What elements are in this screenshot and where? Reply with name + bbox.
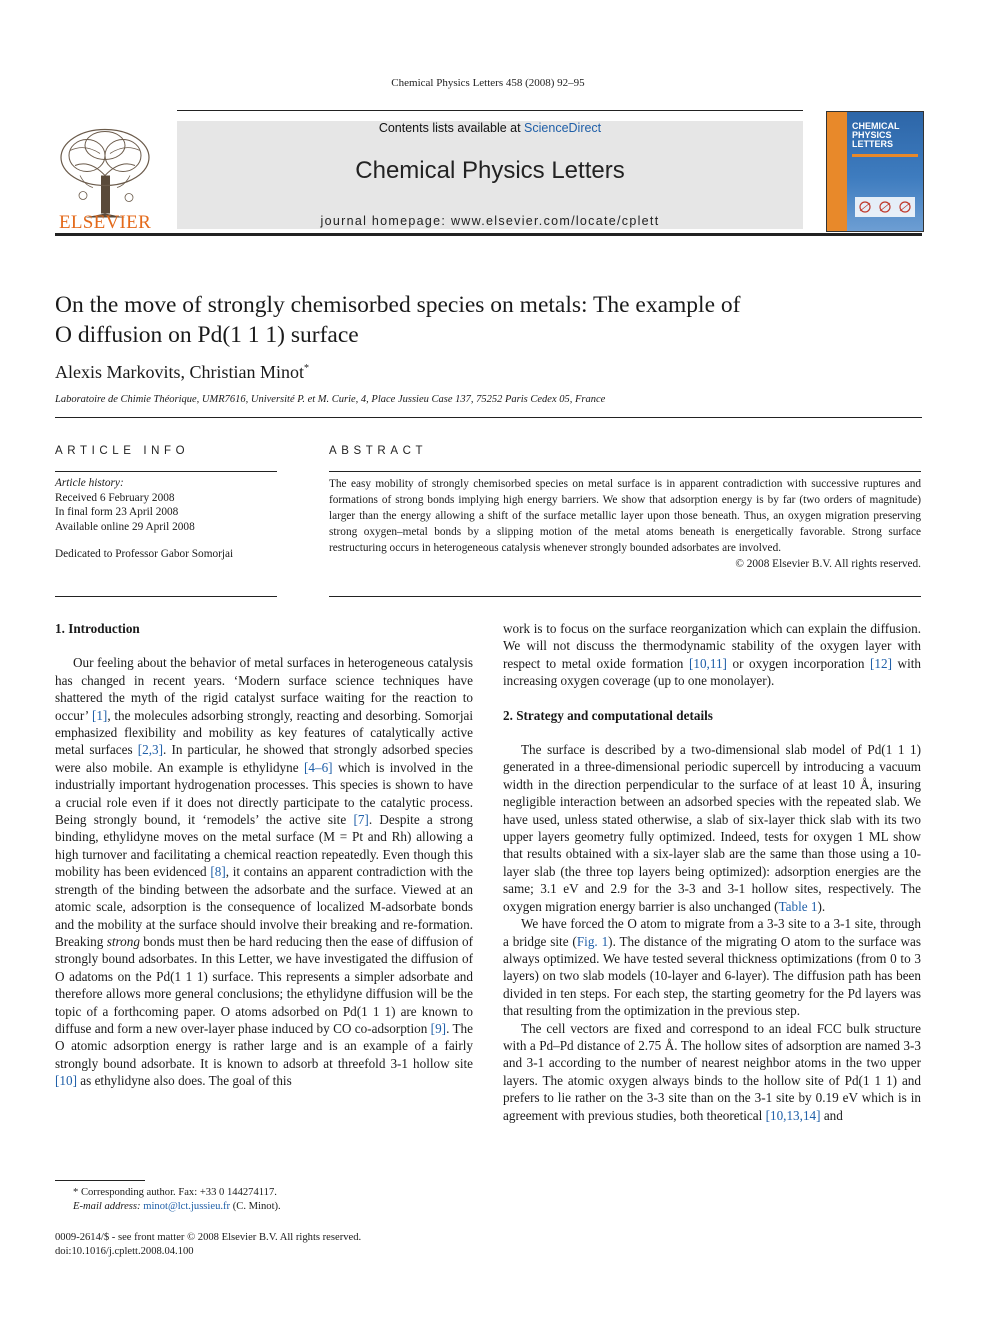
journal-name: Chemical Physics Letters (355, 157, 625, 184)
dedication: Dedicated to Professor Gabor Somorjai (55, 548, 234, 561)
strategy-paragraph-3: The cell vectors are fixed and correspond to an ideal FCC bulk structure with a Pd–Pd distance of 2.75 Å. The hollow sites of adsorption are named 3-3 and 3-1 according to the number of nearest neighbor atoms in the two upper layers. The atomic oxygen always binds to the hollow site of Pd(1 1 1) and prefers to lie rather on the 3-3 site than on the 3-1 site by 0.19 eV which is in agreement with previous studies, both theoretical [10,13,14] and (503, 1020, 921, 1123)
citation-link[interactable]: [8] (210, 864, 226, 880)
body-column-right (503, 620, 921, 1124)
footnote (55, 1186, 473, 1214)
abstract-rule (329, 471, 921, 472)
body-column-left (55, 620, 473, 1090)
citation-link[interactable]: [7] (353, 812, 369, 828)
journal-cover-image (826, 111, 924, 232)
article-title: On the move of strongly chemisorbed species on metals: The example of O diffusion on Pd(1 1 1) surface (55, 292, 741, 348)
article-info-label: ARTICLE INFO (55, 445, 190, 457)
email-link[interactable]: minot@lct.jussieu.fr (143, 1201, 231, 1212)
intro-paragraph-continued: work is to focus on the surface reorganization which can explain the diffusion. We will not discuss the thermodynamic stability of the oxygen layer with respect to metal oxide formation [10,11] or oxygen incorporation [12] with increasing oxygen coverage (up to one monolayer). (503, 621, 921, 689)
abstract-rule-bottom (329, 596, 921, 597)
citation-link[interactable]: [1] (91, 707, 108, 723)
cover-title: CHEMICAL PHYSICS LETTERS (852, 121, 900, 149)
footnote-rule (55, 1180, 145, 1181)
cover-stripe (827, 112, 847, 231)
elsevier-wordmark: ELSEVIER (58, 212, 152, 233)
authors: Alexis Markovits, Christian Minot* (55, 362, 309, 382)
citation-link[interactable]: [10,13,14] (765, 1107, 821, 1123)
citation-link[interactable]: [4–6] (303, 759, 333, 775)
cover-band (852, 154, 918, 157)
corresponding-author-note: * Corresponding author. Fax: +33 0 144274117. (73, 1187, 277, 1198)
abstract (329, 476, 921, 572)
table-link[interactable]: Table 1 (778, 898, 818, 914)
journal-banner (177, 121, 803, 229)
issn-line: 0009-2614/$ - see front matter © 2008 Elsevier B.V. All rights reserved. (55, 1232, 362, 1243)
strategy-paragraph-1: The surface is described by a two-dimensional slab model of Pd(1 1 1) generated in a three-dimensional periodic supercell by introducing a vacuum width in the direction perpendicular to the surface of at least 10 Å, insuring negligible interaction between an adsorbed species with the repeated slab. We have used, unless stated otherwise, a slab of six-layer thick slab with its two upper layers geometry fully optimized. Indeed, tests for oxygen 1 ML show that results obtained with a six-layer slab are the same than those using a 10-layer slab (the three top layers being optimized): adsorption energies are the same; 3.1 eV and 2.9 for the 3-3 and 3-1 hollow sites, respectively. The oxygen migration energy barrier is also unchanged (Table 1). (503, 742, 921, 914)
abstract-label: ABSTRACT (329, 445, 428, 457)
citation-link[interactable]: [2,3] (137, 742, 164, 758)
journal-homepage[interactable]: journal homepage: www.elsevier.com/locate/cplett (320, 214, 660, 228)
section-heading-introduction: 1. Introduction (55, 621, 140, 636)
contents-available: Contents lists available at ScienceDirect (378, 121, 602, 135)
abstract-text: The easy mobility of strongly chemisorbed species on metal surface is in apparent contradiction with successive ruptures and formations of strong bonds implying high energy barriers. We show that adsorption energy is by far (two orders of magnitude) larger than the energy allowing a shift of the surface metallic layer upon those beneath. Thus, an oxygen migration preserving strong oxygen–metal bonds by a slipping motion of the metal atoms beneath is energetically favorable. Strong surface restructuring occurs in heterogeneous catalysis whenever strongly bounded adsorbates are involved. (329, 478, 921, 554)
citation-link[interactable]: [12] (870, 655, 892, 671)
header-rule-top (177, 110, 803, 111)
citation-link[interactable]: [10,11] (688, 655, 727, 671)
header-rule-thick (55, 233, 922, 236)
doi-line[interactable]: doi:10.1016/j.cplett.2008.04.100 (55, 1246, 194, 1257)
article-info: Article history: Received 6 February 2008 In final form 23 April 2008 Available online 29 April 2008 Dedicated to Professor Gabor Somorjai (55, 476, 277, 562)
section-heading-strategy: 2. Strategy and computational details (503, 707, 713, 723)
intro-paragraph: Our feeling about the behavior of metal surfaces in heterogeneous catalysis has changed in recent years. ‘Modern surface science techniques have shattered the myth of the rigid catalyst surface waiting for the reaction to occur’ [1], the molecules adsorbing strongly, reacting and desorbing. Somorjai emphasized flexibility and mobility as key features of catalytically active metal surfaces [2,3]. In particular, he showed that strongly adsorbed species were also mobile. An example is ethylidyne [4–6] which is involved in the industrially important hydrogenation processes. This species is shown to have a crucial role even if it does not directly participate to the catalytic process. Being strongly bound, it ‘remodels’ the active site [7]. Despite a strong binding, ethylidyne moves on the metal surface (M = Pt and Rh) allowing a high turnover and facilitating a chemical reaction repeatedly. Even though this mobility has been evidenced [8], it contains an apparent contradiction with the strength of the binding between the adsorbate and the surface. Viewed at an atomic scale, adsorption is the consequence of localized M-adsorbate bonds and the mobility at the surface should involve their breaking and re-formation. Breaking strong bonds must then be hard reducing then the ease of diffusion of strongly bound adsorbates. In this Letter, we have investigated the diffusion of O adatoms on the Pd(1 1 1) surface. This represents a simpler adsorbate and therefore allows more general conclusions; the ethylidyne diffusion will be the topic of a forthcoming paper. O atoms adsorbed on Pd(1 1 1) are known to diffuse and form a new over-layer phase induced by CO co-adsorption [9]. The O atomic adsorption energy is rather large and is an example of a fairly strongly bound adsorbate. It is known to adsorb at threefold 3-1 hollow site [10] as ethylidyne also does. The goal of this (55, 655, 474, 1089)
affiliation: Laboratoire de Chimie Théorique, UMR7616, Université P. et M. Curie, 4, Place Jussieu Case 137, 75252 Paris Cedex 05, France (55, 394, 606, 405)
abstract-copyright: © 2008 Elsevier B.V. All rights reserved. (735, 558, 921, 570)
corresponding-mark[interactable]: * (304, 363, 309, 374)
email-line: E-mail address: minot@lct.jussieu.fr (C. Minot). (73, 1201, 281, 1212)
article-info-rule-bottom (55, 596, 277, 597)
journal-citation: Chemical Physics Letters 458 (2008) 92–95 (391, 77, 585, 89)
cover-molecule-icons (855, 197, 915, 217)
article-info-rule (55, 471, 277, 472)
sciencedirect-link[interactable]: ScienceDirect (524, 121, 602, 135)
citation-link[interactable]: [9] (430, 1020, 447, 1036)
imprint (55, 1231, 361, 1259)
citation-link[interactable]: [10] (55, 1073, 77, 1089)
rule-under-affiliation (55, 417, 922, 418)
strategy-paragraph-2: We have forced the O atom to migrate from a 3-3 site to a 3-1 site, through a bridge site (Fig. 1). The distance of the migrating O atom to the surface was always optimized. We have tested several thickness optimizations (from 0 to 3 layers) on two slab models (10-layer and 6-layer). The diffusion path has been divided in ten steps. For each step, the starting geometry for the Pd layers was that resulting from the optimization in the previous step. (503, 916, 921, 1019)
figure-link[interactable]: Fig. 1 (576, 933, 609, 949)
